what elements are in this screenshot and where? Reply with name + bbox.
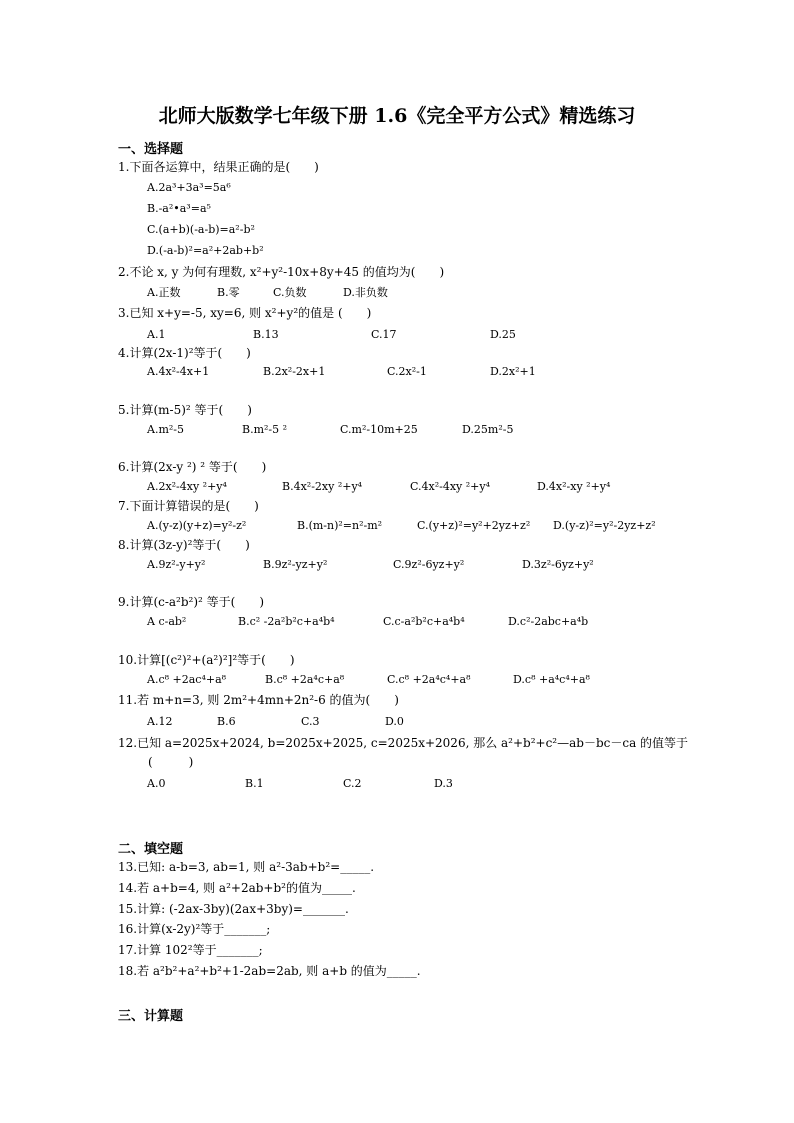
question-6-option-c: C.4x²-4xy ²+y⁴ [410, 480, 491, 493]
question-10-stem: 10.计算[(c²)²+(a²)²]²等于( ) [118, 653, 295, 667]
section-heading-choice: 一、选择题 [118, 142, 184, 157]
question-11-option-b: B.6 [217, 715, 236, 728]
page-title: 北师大版数学七年级下册 1.6《完全平方公式》精选练习 [158, 105, 636, 127]
question-8-option-b: B.9z²-yz+y² [263, 558, 328, 571]
question-2-stem: 2.不论 x, y 为何有理数, x²+y²-10x+8y+45 的值均为( ) [118, 265, 445, 279]
question-8-stem: 8.计算(3z-y)²等于( ) [118, 538, 250, 552]
question-18: 18.若 a²b²+a²+b²+1-2ab=2ab, 则 a+b 的值为_____. [118, 964, 421, 978]
question-14: 14.若 a+b=4, 则 a²+2ab+b²的值为_____. [118, 881, 356, 895]
question-3-option-d: D.25 [490, 328, 516, 341]
section-heading-fill-in: 二、填空题 [118, 842, 184, 857]
question-6-option-d: D.4x²-xy ²+y⁴ [537, 480, 611, 493]
question-9-stem: 9.计算(c-a²b²)² 等于( ) [118, 595, 265, 609]
question-5-option-a: A.m²-5 [147, 423, 184, 436]
question-8-option-c: C.9z²-6yz+y² [393, 558, 465, 571]
question-7-option-c: C.(y+z)²=y²+2yz+z² [417, 519, 531, 532]
question-3-stem: 3.已知 x+y=-5, xy=6, 则 x²+y²的值是 ( ) [118, 306, 372, 320]
question-4-option-c: C.2x²-1 [387, 365, 427, 378]
question-4-option-a: A.4x²-4x+1 [147, 365, 210, 378]
question-13: 13.已知: a-b=3, ab=1, 则 a²-3ab+b²=_____. [118, 860, 375, 874]
question-4-option-d: D.2x²+1 [490, 365, 536, 378]
question-10-option-d: D.c⁸ +a⁴c⁴+a⁸ [513, 673, 590, 686]
question-11-stem: 11.若 m+n=3, 则 2m²+4mn+2n²-6 的值为( ) [118, 693, 399, 707]
question-16: 16.计算(x-2y)²等于_______; [118, 922, 271, 936]
question-11-option-c: C.3 [301, 715, 320, 728]
question-1-option-b: B.-a²•a³=a⁵ [147, 202, 211, 215]
question-5-option-d: D.25m²-5 [462, 423, 514, 436]
question-12-option-d: D.3 [434, 777, 453, 790]
question-3-option-b: B.13 [253, 328, 279, 341]
question-12-answer-blank: ( ) [148, 755, 194, 769]
question-5-stem: 5.计算(m-5)² 等于( ) [118, 403, 252, 417]
question-7-option-b: B.(m-n)²=n²-m² [297, 519, 383, 532]
question-2-option-d: D.非负数 [343, 286, 388, 299]
question-7-option-a: A.(y-z)(y+z)=y²-z² [147, 519, 247, 532]
question-3-option-c: C.17 [371, 328, 397, 341]
question-2-option-c: C.负数 [273, 286, 307, 299]
question-9-option-d: D.c²-2abc+a⁴b [508, 615, 589, 628]
question-6-stem: 6.计算(2x-y ²) ² 等于( ) [118, 460, 267, 474]
question-12-stem: 12.已知 a=2025x+2024, b=2025x+2025, c=2025x+2026, 那么 a²+b²+c²—ab－bc－ca 的值等于 [118, 736, 689, 750]
question-9-option-c: C.c-a²b²c+a⁴b⁴ [383, 615, 465, 628]
question-3-option-a: A.1 [147, 328, 166, 341]
question-2-option-b: B.零 [217, 286, 240, 299]
question-15: 15.计算: (-2ax-3by)(2ax+3by)=_______. [118, 902, 349, 916]
question-6-option-a: A.2x²-4xy ²+y⁴ [147, 480, 227, 493]
question-12-option-b: B.1 [245, 777, 264, 790]
section-heading-calculation: 三、计算题 [118, 1009, 184, 1024]
question-10-option-a: A.c⁸ +2ac⁴+a⁸ [147, 673, 227, 686]
question-7-stem: 7.下面计算错误的是( ) [118, 499, 259, 513]
question-1-option-c: C.(a+b)(-a-b)=a²-b² [147, 223, 255, 236]
question-10-option-b: B.c⁸ +2a⁴c+a⁸ [265, 673, 345, 686]
question-11-option-a: A.12 [147, 715, 173, 728]
question-10-option-c: C.c⁸ +2a⁴c⁴+a⁸ [387, 673, 471, 686]
question-4-stem: 4.计算(2x-1)²等于( ) [118, 346, 251, 360]
question-8-option-d: D.3z²-6yz+y² [522, 558, 594, 571]
question-17: 17.计算 102²等于_______; [118, 943, 263, 957]
question-12-option-a: A.0 [147, 777, 166, 790]
question-5-option-b: B.m²-5 ² [242, 423, 288, 436]
question-9-option-b: B.c² -2a²b²c+a⁴b⁴ [238, 615, 335, 628]
question-1-option-a: A.2a³+3a³=5a⁶ [147, 181, 231, 194]
question-1-option-d: D.(-a-b)²=a²+2ab+b² [147, 244, 264, 257]
question-7-option-d: D.(y-z)²=y²-2yz+z² [553, 519, 656, 532]
question-2-option-a: A.正数 [147, 286, 181, 299]
question-6-option-b: B.4x²-2xy ²+y⁴ [282, 480, 363, 493]
question-9-option-a: A c-ab² [147, 615, 187, 628]
question-5-option-c: C.m²-10m+25 [340, 423, 418, 436]
question-1-stem: 1.下面各运算中，结果正确的是( ) [118, 160, 319, 174]
question-11-option-d: D.0 [385, 715, 404, 728]
question-4-option-b: B.2x²-2x+1 [263, 365, 326, 378]
question-8-option-a: A.9z²-y+y² [147, 558, 206, 571]
question-12-option-c: C.2 [343, 777, 362, 790]
